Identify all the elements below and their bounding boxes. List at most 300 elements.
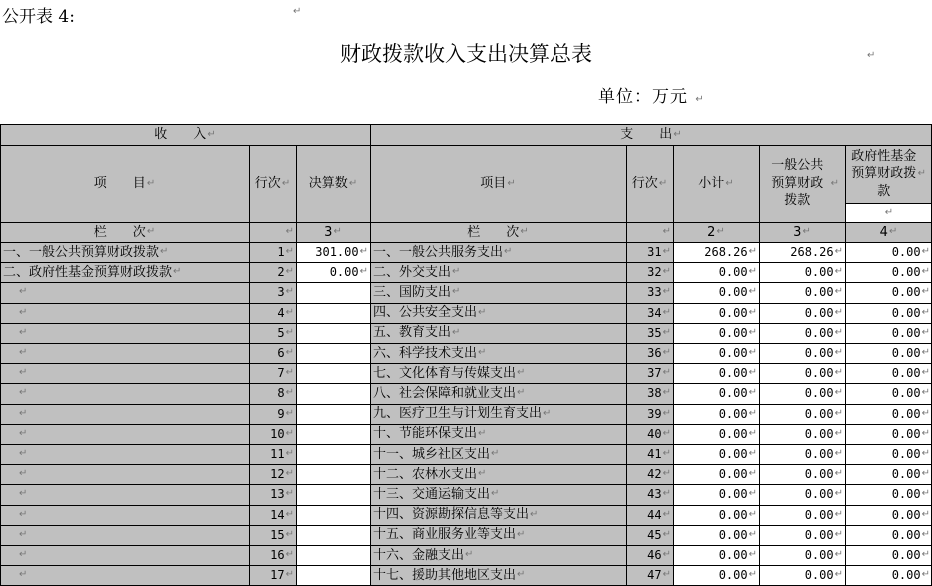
paragraph-mark-icon: ↵: [285, 306, 294, 318]
paragraph-mark-icon: ↵: [452, 286, 461, 298]
grid-line: [0, 343, 932, 344]
expenditure-item-cell-text: 十三、交通运输支出: [373, 486, 491, 502]
gov-fund-cell: [845, 404, 932, 424]
paragraph-mark-icon: ↵: [658, 177, 668, 189]
paragraph-mark-icon: ↵: [748, 569, 757, 581]
expenditure-item-cell: [370, 262, 626, 282]
general-budget-cell-text: 0.00: [804, 507, 834, 522]
general-budget-cell: [759, 545, 845, 565]
paragraph-mark-icon: ↵: [921, 427, 930, 439]
income-amount-cell: [296, 464, 370, 484]
gov-fund-cell: [845, 282, 932, 302]
subtotal-cell: [673, 343, 759, 363]
expenditure-item-cell-text: 三、国防支出: [373, 284, 452, 300]
subtotal-cell: [673, 383, 759, 403]
general-budget-cell: [759, 404, 845, 424]
paragraph-mark-icon: ↵: [830, 177, 839, 189]
paragraph-mark-icon: ↵: [281, 177, 291, 189]
gov-fund-cell: [845, 464, 932, 484]
income-row-no-cell-text: 15: [270, 527, 285, 542]
gov-fund-cell: [845, 505, 932, 525]
paragraph-mark-icon: ↵: [662, 286, 671, 298]
expenditure-item-cell: [370, 505, 626, 525]
grid-line: [0, 282, 932, 283]
income-header-text: 收 入: [154, 127, 207, 142]
income-row-no-cell: [249, 545, 296, 565]
gov-fund-cell-text: 0.00: [891, 447, 921, 462]
paragraph-mark-icon: ↵: [834, 367, 843, 379]
income-row-no-cell-text: 8: [277, 386, 285, 401]
gov-fund-cell-text: 0.00: [891, 568, 921, 583]
income-row-no-cell: [249, 343, 296, 363]
gov-fund-cell: [845, 545, 932, 565]
subtotal-cell-text: 0.00: [718, 527, 748, 542]
income-row-no-cell-text: 16: [270, 548, 285, 563]
subtotal-cell: [673, 242, 759, 262]
paragraph-mark-icon: ↵: [834, 286, 843, 298]
income-item-cell: [0, 565, 249, 585]
income-amount-cell: [296, 343, 370, 363]
expenditure-item-cell: [370, 424, 626, 444]
paragraph-mark-icon: ↵: [748, 367, 757, 379]
paragraph-mark-icon: ↵: [921, 347, 930, 359]
expenditure-row-no-cell-text: 39: [647, 406, 662, 421]
expenditure-header: [370, 124, 932, 145]
expenditure-row-no-cell-text: 45: [647, 527, 662, 542]
income-row-no-cell: [249, 464, 296, 484]
paragraph-mark-icon: ↵: [834, 387, 843, 399]
expenditure-item-cell-text: 十二、农林水支出: [373, 466, 478, 482]
paragraph-mark-icon: ↵: [921, 306, 930, 318]
paragraph-mark-icon: ↵: [834, 306, 843, 318]
expenditure-item-cell: [370, 444, 626, 464]
income-row-no-cell: [249, 444, 296, 464]
paragraph-mark-icon: ↵: [19, 427, 28, 439]
paragraph-mark-icon: ↵: [834, 246, 843, 258]
expenditure-row-no-cell: [626, 363, 673, 383]
paragraph-mark-icon: ↵: [888, 226, 898, 237]
paragraph-mark-icon: ↵: [921, 468, 930, 480]
paragraph-mark-icon: ↵: [285, 226, 294, 237]
general-budget-cell-text: 0.00: [804, 285, 834, 300]
paragraph-mark-icon: ↵: [146, 226, 156, 237]
expenditure-item-cell-text: 十五、商业服务业等支出: [373, 527, 517, 543]
expenditure-row-no-cell: [626, 505, 673, 525]
income-amount-cell: [296, 242, 370, 262]
expenditure-row-no-cell-text: 33: [647, 285, 662, 300]
gov-fund-cell: [845, 383, 932, 403]
paragraph-mark-icon: ↵: [834, 488, 843, 500]
subtotal-cell-text: 0.00: [718, 406, 748, 421]
paragraph-mark-icon: ↵: [285, 448, 294, 460]
expenditure-row-no-cell-text: 43: [647, 487, 662, 502]
grid-line: [0, 124, 1, 585]
gov-fund-cell-text: 0.00: [891, 487, 921, 502]
expenditure-item-cell: [370, 343, 626, 363]
subtotal-cell-text: 0.00: [718, 548, 748, 563]
gov-fund-cell-text: 0.00: [891, 285, 921, 300]
paragraph-mark-icon: ↵: [285, 549, 294, 561]
paragraph-mark-icon: ↵: [748, 528, 757, 540]
expenditure-row-no-cell-text: 36: [647, 346, 662, 361]
general-budget-cell: [759, 363, 845, 383]
expenditure-item-cell-text: 九、医疗卫生与计划生育支出: [373, 406, 543, 422]
income-row-no-cell: [249, 323, 296, 343]
paragraph-mark-icon: ↵: [662, 387, 671, 399]
subtotal-cell-text: 0.00: [718, 346, 748, 361]
paragraph-mark-icon: ↵: [834, 549, 843, 561]
paragraph-mark-icon: ↵: [748, 508, 757, 520]
fund-column-no-text: 4: [879, 224, 888, 240]
subtotal-column-no: [673, 222, 759, 242]
paragraph-mark-icon: ↵: [285, 508, 294, 520]
expenditure-row-no-cell: [626, 303, 673, 323]
expenditure-item-cell-text: 六、科学技术支出: [373, 345, 478, 361]
income-amount-cell: [296, 282, 370, 302]
paragraph-mark-icon: ↵: [491, 488, 500, 500]
paragraph-mark-icon: ↵: [748, 347, 757, 359]
paragraph-mark-icon: ↵: [834, 468, 843, 480]
subtotal-cell-text: 0.00: [718, 426, 748, 441]
expenditure-item-cell: [370, 404, 626, 424]
general-budget-cell-text: 0.00: [804, 366, 834, 381]
general-budget-cell-text: 0.00: [804, 426, 834, 441]
expenditure-row-no-cell: [626, 424, 673, 444]
paragraph-mark-icon: ↵: [921, 488, 930, 500]
income-row-no-cell: [249, 303, 296, 323]
paragraph-mark-icon: ↵: [921, 246, 930, 258]
grid-line: [0, 545, 932, 546]
paragraph-mark-icon: ↵: [834, 448, 843, 460]
paragraph-mark-icon: ↵: [285, 427, 294, 439]
subtotal-cell-text: 0.00: [718, 487, 748, 502]
grid-line: [0, 323, 932, 324]
paragraph-mark-icon: ↵: [530, 508, 539, 520]
paragraph-mark-icon: ↵: [921, 448, 930, 460]
expenditure-item-cell-text: 四、公共安全支出: [373, 305, 478, 321]
paragraph-mark-icon: ↵: [19, 468, 28, 480]
gov-fund-cell-text: 0.00: [891, 406, 921, 421]
expenditure-row-no-cell: [626, 444, 673, 464]
expenditure-row-no-cell-text: 32: [647, 265, 662, 280]
general-budget-cell-text: 0.00: [804, 265, 834, 280]
income-amount-cell: [296, 525, 370, 545]
paragraph-mark-icon: ↵: [478, 347, 487, 359]
income-item-cell: [0, 343, 249, 363]
general-budget-cell-text: 0.00: [804, 447, 834, 462]
gov-fund-cell-text: 0.00: [891, 527, 921, 542]
income-item-cell: [0, 383, 249, 403]
final-amount-header-text: 决算数: [308, 176, 348, 191]
general-budget-cell-text: 0.00: [804, 568, 834, 583]
expenditure-item-cell: [370, 282, 626, 302]
income-column-label: [0, 222, 249, 242]
paragraph-mark-icon: ↵: [285, 286, 294, 298]
paragraph-mark-icon: ↵: [517, 569, 526, 581]
expenditure-row-no-cell: [626, 282, 673, 302]
paragraph-mark-icon: ↵: [748, 448, 757, 460]
paragraph-mark-icon: ↵: [285, 326, 294, 338]
paragraph-mark-icon: ↵: [921, 407, 930, 419]
income-item-cell: [0, 464, 249, 484]
expenditure-row-no-cell: [626, 484, 673, 504]
paragraph-mark-icon: ↵: [834, 326, 843, 338]
paragraph-mark-icon: ↵: [19, 488, 28, 500]
subtotal-cell-text: 0.00: [718, 325, 748, 340]
general-budget-cell: [759, 343, 845, 363]
expenditure-item-cell-text: 十六、金融支出: [373, 547, 465, 563]
expenditure-row-no-cell: [626, 404, 673, 424]
general-budget-header-text: 一般公共预算财政拨款: [771, 158, 824, 209]
paragraph-mark-icon: ↵: [19, 407, 28, 419]
gov-fund-cell: [845, 323, 932, 343]
subtotal-cell: [673, 282, 759, 302]
expenditure-item-cell-text: 一、一般公共服务支出: [373, 244, 504, 260]
paragraph-mark-icon: ↵: [146, 177, 156, 189]
blank-cell: [626, 222, 673, 242]
paragraph-mark-icon: ↵: [748, 387, 757, 399]
paragraph-mark-icon: ↵: [662, 326, 671, 338]
income-row-no-cell: [249, 565, 296, 585]
income-item-cell-text: 二、政府性基金预算财政拨款: [3, 264, 173, 280]
paragraph-mark-icon: ↵: [543, 407, 552, 419]
income-item-cell: [0, 262, 249, 282]
paragraph-mark-icon: ↵: [748, 549, 757, 561]
expenditure-item-cell: [370, 545, 626, 565]
gov-fund-cell-text: 0.00: [891, 467, 921, 482]
expenditure-row-no-cell: [626, 343, 673, 363]
paragraph-mark-icon: ↵: [662, 266, 671, 278]
grid-line: [0, 124, 932, 125]
expenditure-row-no-cell: [626, 383, 673, 403]
paragraph-mark-icon: ↵: [19, 387, 28, 399]
paragraph-mark-icon: ↵: [802, 226, 811, 237]
paragraph-mark-icon: ↵: [748, 427, 757, 439]
expenditure-row-no-cell: [626, 242, 673, 262]
grid-line: [673, 145, 674, 585]
subtotal-cell: [673, 262, 759, 282]
subtotal-cell-text: 0.00: [718, 305, 748, 320]
income-row-no-cell-text: 6: [277, 346, 285, 361]
general-budget-cell: [759, 262, 845, 282]
general-budget-cell-text: 268.26: [790, 245, 834, 260]
income-row-no-cell: [249, 424, 296, 444]
expenditure-row-no-header: [626, 145, 673, 222]
unit-label-text: 单位：万元: [598, 87, 688, 107]
paragraph-mark-icon: ↵: [725, 177, 734, 189]
paragraph-mark-icon: ↵: [19, 528, 28, 540]
paragraph-mark-icon: ↵: [285, 488, 294, 500]
subtotal-cell: [673, 565, 759, 585]
paragraph-mark-icon: ↵: [921, 367, 930, 379]
income-item-cell: [0, 545, 249, 565]
paragraph-mark-icon: ↵: [884, 206, 894, 218]
grid-line: [249, 145, 250, 585]
expenditure-row-no-cell: [626, 323, 673, 343]
subtotal-cell: [673, 323, 759, 343]
paragraph-mark-icon: ↵: [285, 347, 294, 359]
paragraph-mark-icon: ↵: [452, 266, 461, 278]
expenditure-row-no-cell: [626, 545, 673, 565]
subtotal-cell: [673, 424, 759, 444]
paragraph-mark-icon: ↵: [285, 569, 294, 581]
subtotal-cell-text: 0.00: [718, 568, 748, 583]
income-row-no-cell: [249, 404, 296, 424]
subtotal-cell: [673, 303, 759, 323]
income-row-no-cell-text: 10: [270, 426, 285, 441]
paragraph-mark-icon: ↵: [662, 427, 671, 439]
blank-cell: [249, 222, 296, 242]
gov-fund-cell-text: 0.00: [891, 265, 921, 280]
subtotal-cell-text: 0.00: [718, 467, 748, 482]
income-amount-cell: [296, 404, 370, 424]
expenditure-row-no-cell: [626, 565, 673, 585]
paragraph-mark-icon: ↵: [662, 528, 671, 540]
general-budget-cell: [759, 464, 845, 484]
income-row-no-cell: [249, 262, 296, 282]
subtotal-cell-text: 0.00: [718, 386, 748, 401]
gov-fund-cell-text: 0.00: [891, 305, 921, 320]
expenditure-header-text: 支 出: [620, 127, 673, 142]
income-item-cell: [0, 323, 249, 343]
subtotal-cell: [673, 525, 759, 545]
general-budget-cell: [759, 505, 845, 525]
expenditure-row-no-cell-text: 47: [647, 568, 662, 583]
subtotal-cell: [673, 545, 759, 565]
gov-fund-cell: [845, 303, 932, 323]
subtotal-cell: [673, 404, 759, 424]
paragraph-mark-icon: ↵: [285, 246, 294, 258]
paragraph-mark-icon: ↵: [160, 246, 169, 258]
expenditure-item-header: [370, 145, 626, 222]
unit-label: [598, 82, 705, 107]
income-row-no-header-text: 行次: [254, 176, 281, 191]
page-title-text: 财政拨款收入支出决算总表: [340, 42, 592, 66]
paragraph-mark-icon: ↵: [834, 407, 843, 419]
general-budget-cell: [759, 323, 845, 343]
paragraph-mark-icon: ↵: [285, 367, 294, 379]
general-budget-cell-text: 0.00: [804, 467, 834, 482]
general-budget-cell-text: 0.00: [804, 487, 834, 502]
income-row-no-cell-text: 4: [277, 305, 285, 320]
gov-fund-header: [845, 145, 932, 203]
expenditure-row-no-cell-text: 44: [647, 507, 662, 522]
gov-fund-cell-text: 0.00: [891, 346, 921, 361]
income-row-no-cell: [249, 363, 296, 383]
document-label: [2, 2, 302, 27]
expenditure-item-cell: [370, 323, 626, 343]
income-row-no-cell: [249, 383, 296, 403]
income-row-no-cell: [249, 242, 296, 262]
income-row-no-cell-text: 13: [270, 487, 285, 502]
income-row-no-cell-text: 7: [277, 366, 285, 381]
expenditure-row-no-cell-text: 38: [647, 386, 662, 401]
grid-line: [0, 464, 932, 465]
expenditure-row-no-cell: [626, 464, 673, 484]
grid-line: [845, 145, 846, 585]
income-amount-cell: [296, 444, 370, 464]
income-row-no-cell-text: 3: [277, 285, 285, 300]
paragraph-mark-icon: ↵: [19, 326, 28, 338]
grid-line: [0, 383, 932, 384]
subtotal-cell-text: 0.00: [718, 285, 748, 300]
grid-line: [845, 203, 932, 204]
income-row-no-cell: [249, 505, 296, 525]
fund-column-no: [845, 222, 932, 242]
paragraph-mark-icon: ↵: [921, 266, 930, 278]
subtotal-cell: [673, 363, 759, 383]
paragraph-mark-icon: ↵: [921, 326, 930, 338]
grid-line: [0, 424, 932, 425]
subtotal-cell-text: 0.00: [718, 366, 748, 381]
paragraph-mark-icon: ↵: [478, 306, 487, 318]
income-row-no-cell-text: 9: [277, 406, 285, 421]
paragraph-mark-icon: ↵: [285, 407, 294, 419]
paragraph-mark-icon: ↵: [662, 468, 671, 480]
paragraph-mark-icon: ↵: [921, 569, 930, 581]
expenditure-item-cell: [370, 363, 626, 383]
paragraph-mark-icon: ↵: [19, 549, 28, 561]
expenditure-row-no-header-text: 行次: [631, 176, 658, 191]
general-budget-cell: [759, 383, 845, 403]
expenditure-row-no-cell-text: 31: [647, 245, 662, 260]
paragraph-mark-icon: ↵: [19, 569, 28, 581]
general-budget-cell-text: 0.00: [804, 325, 834, 340]
general-column-no: [759, 222, 845, 242]
expenditure-row-no-cell-text: 41: [647, 447, 662, 462]
income-item-cell: [0, 484, 249, 504]
expenditure-item-cell: [370, 565, 626, 585]
paragraph-mark-icon: ↵: [517, 367, 526, 379]
income-item-cell: [0, 303, 249, 323]
paragraph-mark-icon: ↵: [465, 549, 474, 561]
paragraph-mark-icon: ↵: [921, 549, 930, 561]
income-item-cell: [0, 242, 249, 262]
grid-line: [0, 303, 932, 304]
subtotal-header: [673, 145, 759, 222]
grid-line: [0, 484, 932, 485]
expenditure-row-no-cell-text: 40: [647, 426, 662, 441]
income-header: [0, 124, 370, 145]
paragraph-mark-icon: ↵: [359, 246, 368, 258]
paragraph-mark-icon: ↵: [662, 367, 671, 379]
income-amount-cell: [296, 484, 370, 504]
subtotal-cell-text: 0.00: [718, 265, 748, 280]
expenditure-row-no-cell-text: 42: [647, 467, 662, 482]
paragraph-mark-icon: ↵: [478, 468, 487, 480]
subtotal-header-text: 小计: [698, 176, 725, 191]
expenditure-item-cell-text: 十四、资源勘探信息等支出: [373, 507, 530, 523]
gov-fund-cell-text: 0.00: [891, 386, 921, 401]
paragraph-mark-icon: ↵: [19, 286, 28, 298]
paragraph-mark-icon: ↵: [834, 569, 843, 581]
paragraph-mark-icon: ↵: [921, 286, 930, 298]
subtotal-cell-text: 0.00: [718, 447, 748, 462]
gov-fund-cell: [845, 484, 932, 504]
paragraph-mark-icon: ↵: [662, 246, 671, 258]
paragraph-mark-icon: ↵: [748, 266, 757, 278]
income-row-no-cell-text: 17: [270, 568, 285, 583]
paragraph-mark-icon: ↵: [19, 306, 28, 318]
income-item-cell: [0, 525, 249, 545]
paragraph-mark-icon: ↵: [695, 94, 705, 105]
income-row-no-cell-text: 5: [277, 325, 285, 340]
income-amount-column-no-text: 3: [324, 224, 333, 240]
paragraph-mark-icon: ↵: [359, 266, 368, 278]
income-amount-column-no: [296, 222, 370, 242]
gov-fund-cell: [845, 343, 932, 363]
general-budget-cell: [759, 242, 845, 262]
